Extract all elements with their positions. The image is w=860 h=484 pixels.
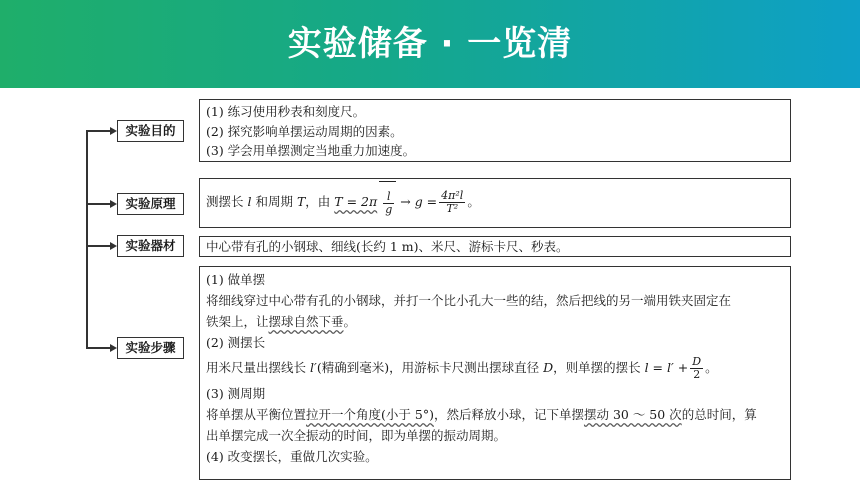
g-fraction: $\frac{\text{4π²l}}{\text{T²}}$ bbox=[441, 189, 464, 215]
arrow-steps-icon bbox=[110, 344, 117, 352]
step1-line-2: 铁架上，让摆球自然下垂。 bbox=[206, 314, 357, 329]
d-over-2-fraction: $\frac{D}{2}$ bbox=[692, 355, 702, 381]
step1-line-1: 将细线穿过中心带有孔的小钢球，并打一个比小孔大一些的结，然后把线的另一端用铁夹固定在 bbox=[206, 293, 732, 308]
steps-box bbox=[199, 266, 791, 480]
arrow-principle-icon bbox=[110, 200, 117, 208]
arrow-equipment-icon bbox=[110, 242, 117, 250]
arrow-purpose-icon bbox=[110, 127, 117, 135]
sqrt-symbol: $\frac{l}{g}$ bbox=[379, 181, 396, 224]
label-steps: 实验步骤 bbox=[117, 337, 184, 359]
principle-box bbox=[199, 178, 791, 228]
label-purpose: 实验目的 bbox=[117, 120, 184, 142]
step1-title: (1) 做单摆 bbox=[206, 272, 266, 287]
connector-principle bbox=[86, 203, 110, 205]
step3-line-1: 将单摆从平衡位置拉开一个角度(小于 5°)，然后释放小球，记下单摆摆动 30 ～ 50 次的总时间，算 bbox=[206, 407, 757, 422]
principle-formula: T = 2π $\frac{l}{g}$ bbox=[334, 194, 396, 209]
purpose-box bbox=[199, 99, 791, 162]
step2-line: 用米尺量出摆线长 l′(精确到毫米)，用游标卡尺测出摆球直径 D，则单摆的摆长 l = l′ + $\frac{D}{2}$ 。 bbox=[206, 355, 718, 381]
equipment-box bbox=[199, 236, 791, 257]
step3-title: (3) 测周期 bbox=[206, 386, 266, 401]
step4-title: (4) 改变摆长，重做几次实验。 bbox=[206, 449, 378, 464]
tree-trunk bbox=[86, 130, 88, 347]
connector-equipment bbox=[86, 245, 110, 247]
equipment-line: 中心带有孔的小钢球、细线(长约 1 m)、米尺、游标卡尺、秒表。 bbox=[206, 239, 569, 254]
purpose-line-2: (2) 探究影响单摆运动周期的因素。 bbox=[206, 123, 403, 139]
label-principle: 实验原理 bbox=[117, 193, 184, 215]
step3-line-2: 出单摆完成一次全振动的时间，即为单摆的振动周期。 bbox=[206, 428, 507, 443]
principle-text: 测摆长 l 和周期 T，由 T = 2π $\frac{l}{g}$ → g = $\frac{\text{4π²l}}{\text{T²}}$ 。 bbox=[206, 194, 480, 209]
connector-purpose bbox=[86, 130, 110, 132]
label-equipment: 实验器材 bbox=[117, 235, 184, 257]
purpose-line-3: (3) 学会用单摆测定当地重力加速度。 bbox=[206, 143, 416, 158]
page-title: 实验储备 · 一览清 bbox=[287, 24, 573, 64]
var-T: T bbox=[296, 194, 306, 209]
purpose-line-1: (1) 练习使用秒表和刻度尺。 bbox=[206, 104, 366, 119]
connector-steps bbox=[86, 347, 110, 349]
implies-arrow: → bbox=[400, 194, 411, 209]
var-l: l bbox=[247, 194, 252, 209]
step2-title: (2) 测摆长 bbox=[206, 335, 266, 350]
